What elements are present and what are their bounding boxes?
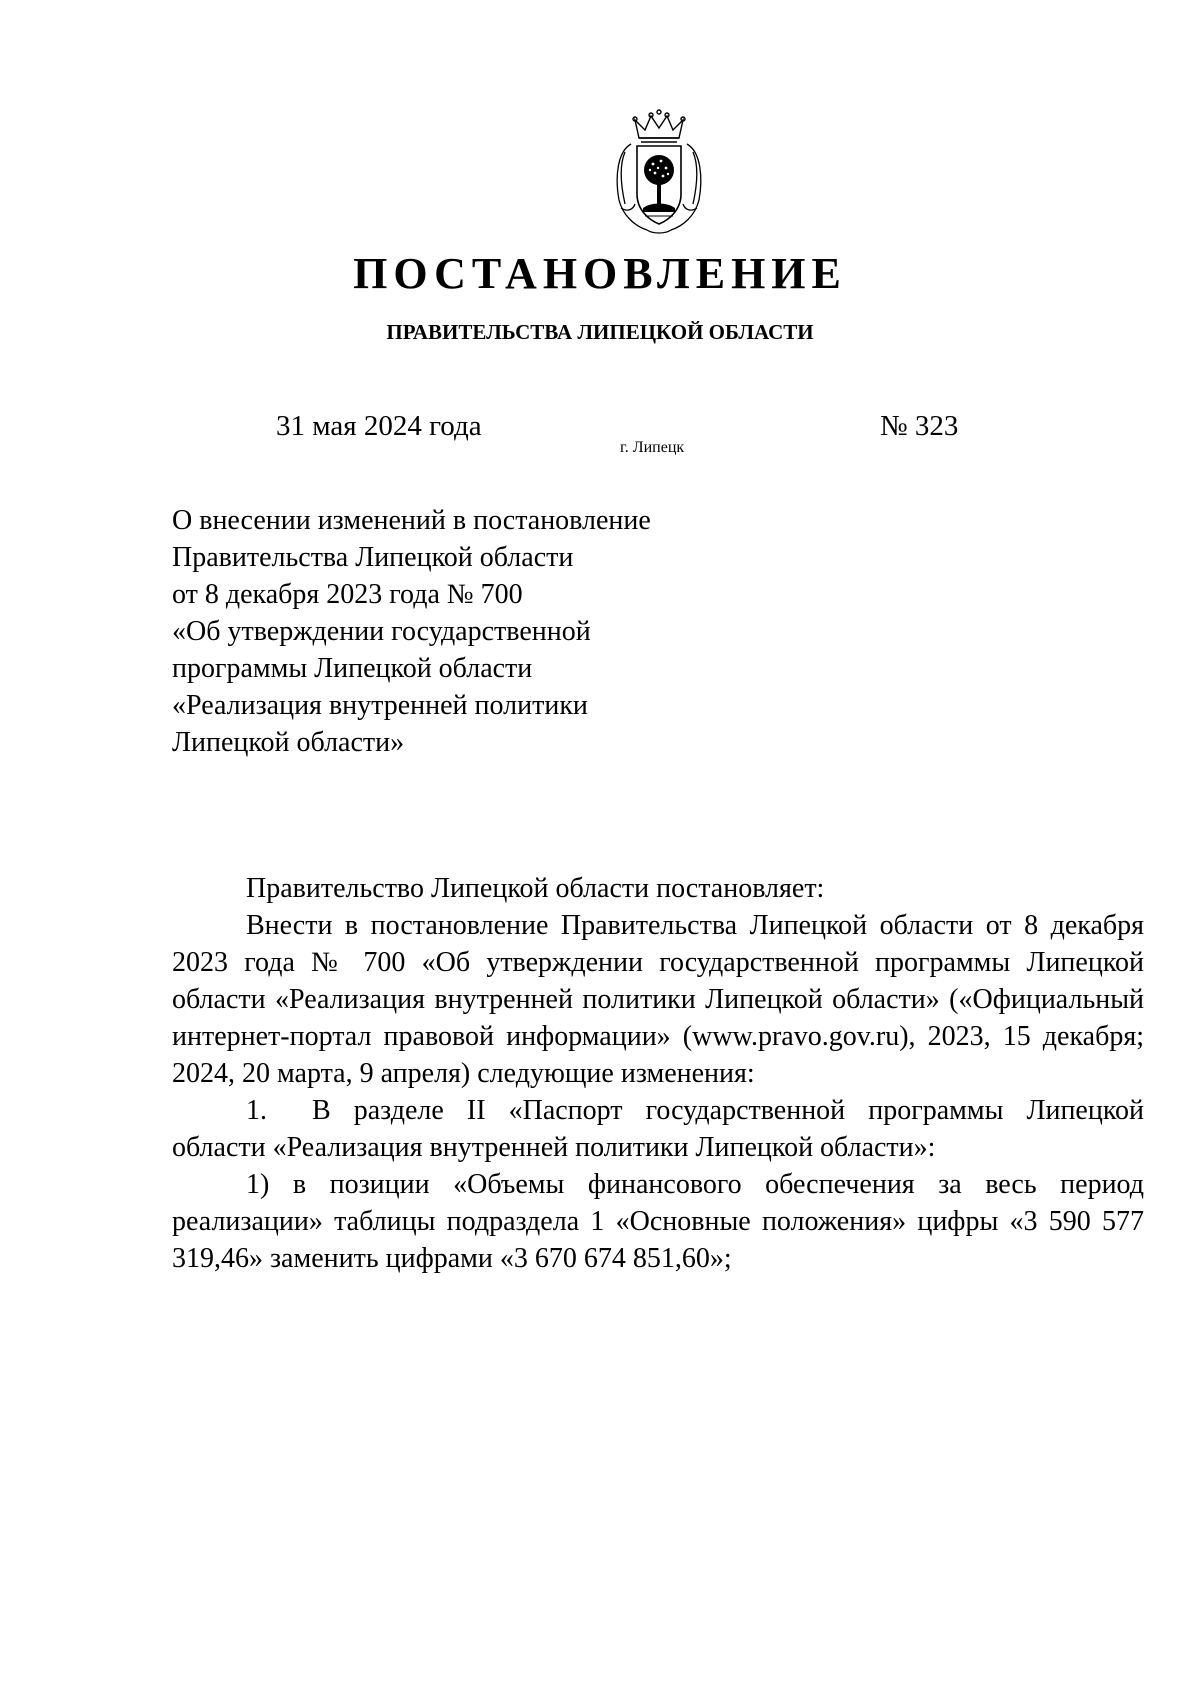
subject-line: «Об утверждении государственной — [172, 616, 591, 647]
document-subject — [172, 502, 732, 761]
document-title: ПОСТАНОВЛЕНИЕ — [353, 249, 847, 298]
intro-paragraph: Правительство Липецкой области постановляет: — [246, 873, 825, 904]
subject-line: Липецкой области» — [172, 727, 405, 758]
document-date: 31 мая 2024 года — [276, 410, 482, 442]
document-number: № 323 — [880, 410, 959, 442]
document-issuer: ПРАВИТЕЛЬСТВА ЛИПЕЦКОЙ ОБЛАСТИ — [386, 320, 814, 344]
document-city: г. Липецк — [620, 439, 685, 456]
item-number: 1. — [246, 1095, 267, 1126]
subject-line: программы Липецкой области — [172, 653, 533, 684]
subject-line: Правительства Липецкой области — [172, 542, 574, 573]
paragraph-amendment: Внести в постановление Правительства Липецкой области от 8 декабря 2023 года № 700 «Об утверждении государственной программы Липецкой области «Реализация внутренней политики Липецкой области» («Официальный интернет-портал правовой информации» (www.pravo.gov.ru), 2023, 15 декабря; 2024, 20 марта, 9 апреля) следующие изменения: — [172, 910, 1144, 1089]
coat-of-arms-icon — [611, 108, 707, 236]
item-1-text: В разделе II «Паспорт государственной программы Липецкой области «Реализация внутренней политики Липецкой области»: — [172, 1095, 1144, 1163]
subject-line: от 8 декабря 2023 года № 700 — [172, 579, 523, 610]
item-1-paragraph — [172, 1092, 1144, 1166]
subject-line: «Реализация внутренней политики — [172, 690, 588, 721]
subject-line: О внесении изменений в постановление — [172, 505, 651, 536]
subitem-1-paragraph: 1) в позиции «Объемы финансового обеспечения за весь период реализации» таблицы подраздела 1 «Основные положения» цифры «3 590 577 319,46» заменить цифрами «3 670 674 851,60»; — [172, 1169, 1144, 1274]
document-body — [172, 870, 1144, 1277]
